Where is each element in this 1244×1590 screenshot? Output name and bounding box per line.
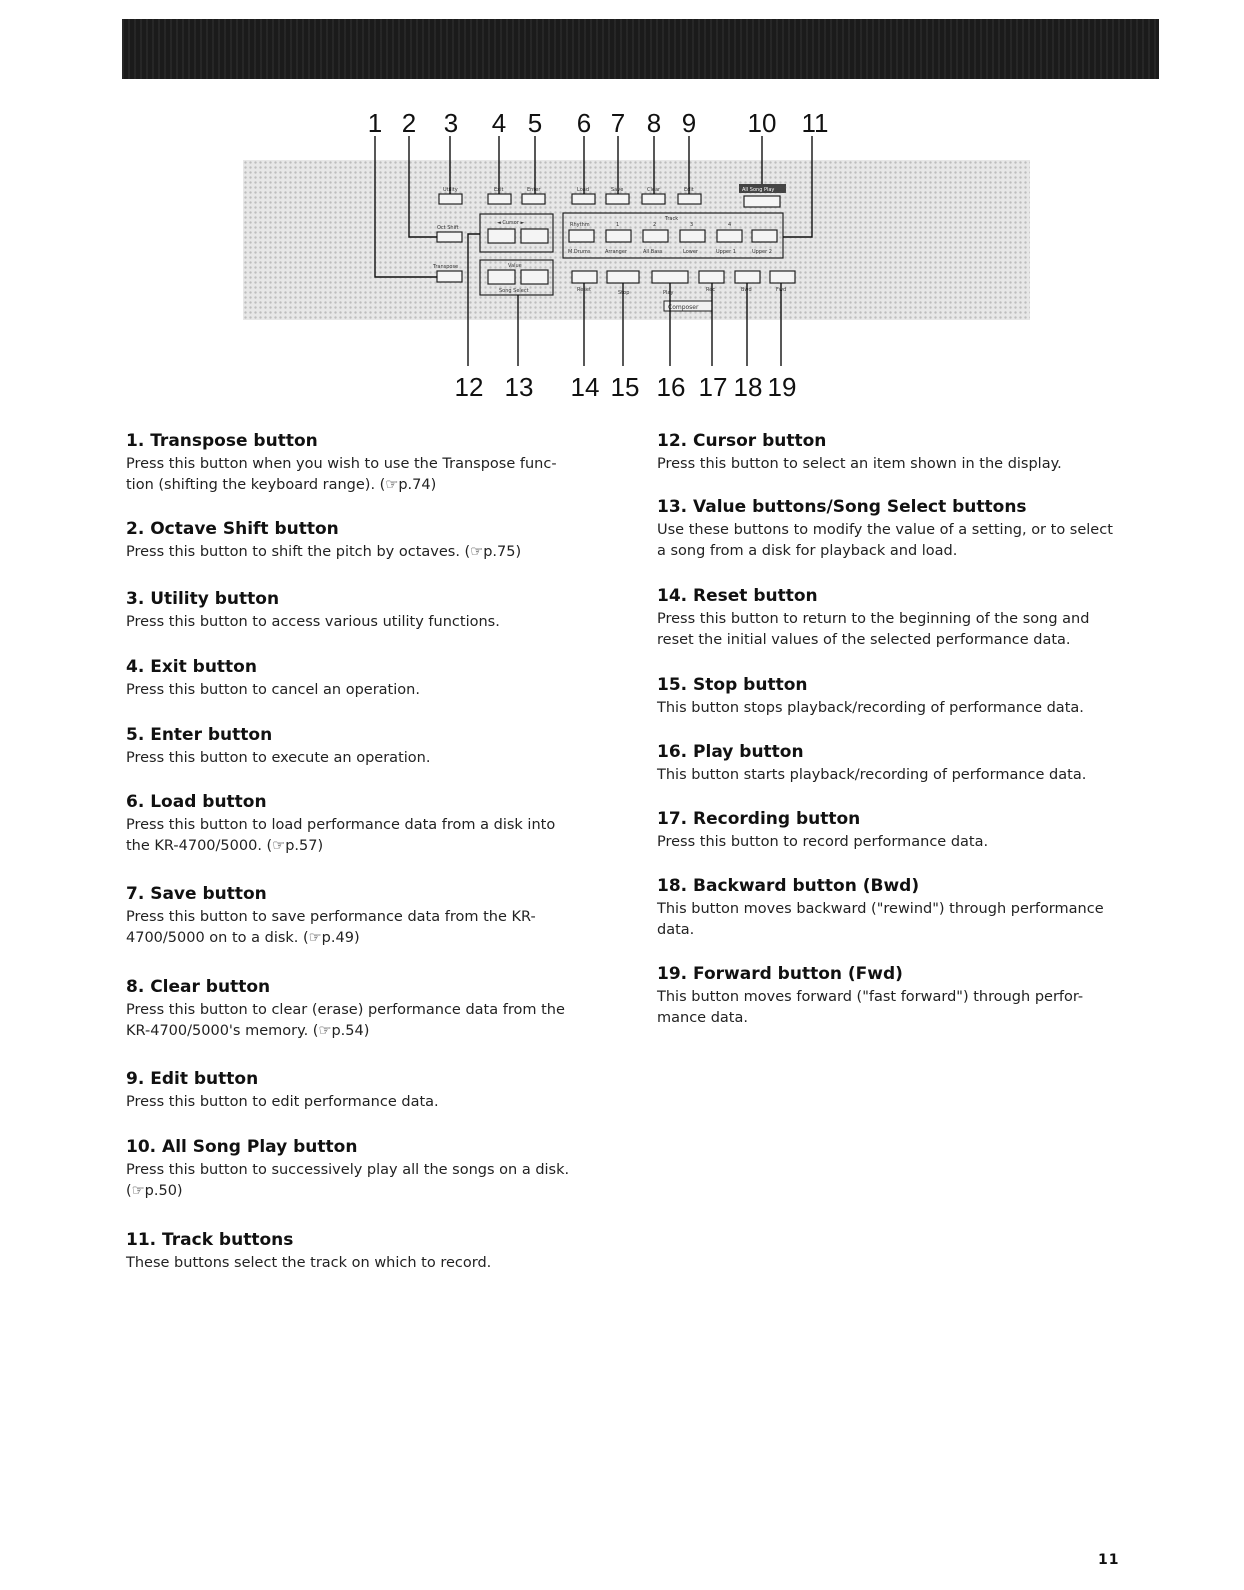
description-entry-16 — [657, 741, 1137, 786]
entry-body: Press this button when you wish to use the Transpose func- tion (shifting the keyboard range). (☞p.74) — [126, 456, 557, 493]
entry-body: Press this button to save performance data from the KR- 4700/5000 on to a disk. (☞p.49) — [126, 909, 536, 946]
entry-title: 17. Recording button — [657, 809, 861, 829]
description-entry-1 — [126, 430, 606, 496]
entry-body: Press this button to successively play all the songs on a disk. (☞p.50) — [126, 1162, 570, 1199]
entry-body: Press this button to load performance data from a disk into the KR-4700/5000. (☞p.57) — [126, 817, 556, 854]
value-down-button — [488, 270, 515, 284]
label-track: Track — [665, 216, 679, 222]
description-entry-6 — [126, 791, 606, 857]
stop-button — [607, 271, 639, 283]
label-upper2: Upper 2 — [752, 249, 772, 255]
callout-number-9: 9 — [681, 108, 697, 138]
fwd-button — [770, 271, 795, 283]
callout-number-4: 4 — [491, 108, 507, 138]
label-cursor: ◄ Cursor ► — [497, 220, 525, 226]
description-entry-2 — [126, 518, 606, 563]
label-all-song-play: All Song Play — [742, 187, 775, 193]
label-transpose: Transpose — [433, 264, 459, 270]
entry-body: This button stops playback/recording of performance data. — [657, 700, 1084, 716]
cursor-left-button — [488, 229, 515, 243]
page-number: 11 — [1098, 1552, 1120, 1568]
callout-number-15: 15 — [610, 372, 640, 402]
entry-title: 14. Reset button — [657, 586, 818, 606]
callout-number-7: 7 — [610, 108, 626, 138]
label-m-drums: M.Drums — [568, 249, 591, 255]
callout-number-3: 3 — [443, 108, 459, 138]
reset-button — [572, 271, 597, 283]
entry-title: 13. Value buttons/Song Select buttons — [657, 497, 1027, 517]
label-utility: Utility — [443, 187, 458, 193]
description-entry-10 — [126, 1136, 606, 1202]
leader-line-1 — [375, 136, 437, 277]
callout-number-13: 13 — [504, 372, 534, 402]
track-button-4 — [717, 230, 742, 242]
leader-line-2 — [409, 136, 437, 237]
leader-line-12 — [468, 234, 480, 366]
entry-title: 12. Cursor button — [657, 431, 827, 451]
label-rhythm: Rhythm — [570, 222, 590, 228]
callout-number-10: 10 — [747, 108, 777, 138]
description-entry-12 — [657, 430, 1137, 475]
label-composer: Composer — [668, 304, 699, 311]
description-entry-8 — [126, 976, 606, 1042]
utility-button — [439, 194, 462, 204]
track-button-1 — [606, 230, 631, 242]
label-play: Play — [663, 290, 674, 296]
callout-number-14: 14 — [570, 372, 600, 402]
callout-number-16: 16 — [656, 372, 686, 402]
track-button-5 — [752, 230, 777, 242]
entry-title: 11. Track buttons — [126, 1230, 294, 1250]
callout-number-11: 11 — [801, 108, 829, 138]
entry-title: 6. Load button — [126, 792, 267, 812]
entry-title: 9. Edit button — [126, 1069, 259, 1089]
label-exit: Exit — [494, 187, 504, 193]
value-up-button — [521, 270, 548, 284]
callout-number-19: 19 — [767, 372, 797, 402]
entry-body: Press this button to access various utility functions. — [126, 614, 500, 630]
entry-body: This button moves backward ("rewind") through performance data. — [657, 901, 1104, 938]
entry-title: 19. Forward button (Fwd) — [657, 964, 903, 984]
callout-number-5: 5 — [527, 108, 543, 138]
entry-body: Press this button to return to the beginning of the song and reset the initial values of the selected performance data. — [657, 611, 1090, 648]
description-entry-19 — [657, 963, 1137, 1029]
entry-body: These buttons select the track on which to record. — [126, 1255, 492, 1271]
leader-line-11 — [783, 136, 812, 237]
label-lower: Lower — [683, 249, 698, 255]
transpose-button — [437, 271, 462, 282]
label-edit: Edit — [684, 187, 694, 193]
description-entry-17 — [657, 808, 1137, 853]
entry-title: 10. All Song Play button — [126, 1137, 358, 1157]
description-entry-7 — [126, 883, 606, 949]
callout-number-2: 2 — [401, 108, 417, 138]
label-reset: Reset — [577, 287, 591, 293]
callout-number-6: 6 — [576, 108, 592, 138]
entry-title: 2. Octave Shift button — [126, 519, 339, 539]
label-all-bass: All Bass — [643, 249, 663, 255]
load-button — [572, 194, 595, 204]
label-oct-shift: Oct Shift — [437, 225, 459, 231]
panel-drawing — [0, 0, 1244, 410]
label-track-3: 3 — [690, 222, 694, 228]
label-load: Load — [577, 187, 589, 193]
entry-body: Press this button to select an item shown in the display. — [657, 456, 1062, 472]
description-entry-15 — [657, 674, 1137, 719]
label-track-2: 2 — [653, 222, 657, 228]
entry-body: This button starts playback/recording of performance data. — [657, 767, 1087, 783]
label-track-1: 1 — [616, 222, 620, 228]
clear-button — [642, 194, 665, 204]
label-fwd: Fwd — [776, 287, 787, 293]
description-entry-5 — [126, 724, 606, 769]
entry-title: 4. Exit button — [126, 657, 257, 677]
edit-button — [678, 194, 701, 204]
entry-body: Use these buttons to modify the value of a setting, or to select a song from a disk for playback and load. — [657, 522, 1113, 559]
description-entry-14 — [657, 585, 1137, 651]
callout-lines — [375, 136, 812, 366]
entry-title: 8. Clear button — [126, 977, 271, 997]
entry-body: This button moves forward ("fast forward") through perfor- mance data. — [657, 989, 1084, 1026]
enter-button — [522, 194, 545, 204]
callout-number-1: 1 — [367, 108, 383, 138]
all-song-play-button — [744, 196, 780, 207]
callout-number-17: 17 — [698, 372, 728, 402]
entry-body: Press this button to execute an operation. — [126, 750, 431, 766]
entry-title: 3. Utility button — [126, 589, 280, 609]
description-entry-4 — [126, 656, 606, 701]
entry-body: Press this button to cancel an operation. — [126, 682, 420, 698]
label-rec: Rec — [706, 287, 716, 293]
callout-number-8: 8 — [646, 108, 662, 138]
entry-title: 16. Play button — [657, 742, 804, 762]
label-arranger: Arranger — [605, 249, 627, 255]
oct-shift-button — [437, 232, 462, 242]
description-entry-18 — [657, 875, 1137, 941]
description-entry-11 — [126, 1229, 606, 1274]
entry-body: Press this button to clear (erase) performance data from the KR-4700/5000's memory. (☞p.54) — [126, 1002, 565, 1039]
callout-number-12: 12 — [454, 372, 484, 402]
exit-button — [488, 194, 511, 204]
entry-title: 5. Enter button — [126, 725, 273, 745]
entry-body: Press this button to shift the pitch by octaves. (☞p.75) — [126, 544, 522, 560]
callout-number-18: 18 — [733, 372, 763, 402]
label-stop: Stop — [618, 290, 630, 296]
entry-title: 1. Transpose button — [126, 431, 318, 451]
track-button-3 — [680, 230, 705, 242]
description-entry-9 — [126, 1068, 606, 1113]
save-button — [606, 194, 629, 204]
entry-body: Press this button to record performance data. — [657, 834, 989, 850]
label-track-4: 4 — [728, 222, 732, 228]
description-entry-13 — [657, 496, 1137, 562]
entry-title: 15. Stop button — [657, 675, 808, 695]
label-save: Save — [611, 187, 624, 193]
play-button — [652, 271, 688, 283]
rhythm-track-button — [569, 230, 594, 242]
track-button-2 — [643, 230, 668, 242]
label-upper1: Upper 1 — [716, 249, 736, 255]
label-bwd: Bwd — [741, 287, 752, 293]
entry-title: 7. Save button — [126, 884, 267, 904]
label-enter: Enter — [527, 187, 541, 193]
bwd-button — [735, 271, 760, 283]
label-song-select: Song Select — [499, 288, 529, 294]
panel-diagram — [0, 0, 1244, 410]
entry-body: Press this button to edit performance data. — [126, 1094, 439, 1110]
label-clear: Clear — [647, 187, 661, 193]
cursor-right-button — [521, 229, 548, 243]
label-value: Value — [508, 263, 522, 269]
description-entry-3 — [126, 588, 606, 633]
entry-title: 18. Backward button (Bwd) — [657, 876, 920, 896]
rec-button — [699, 271, 724, 283]
